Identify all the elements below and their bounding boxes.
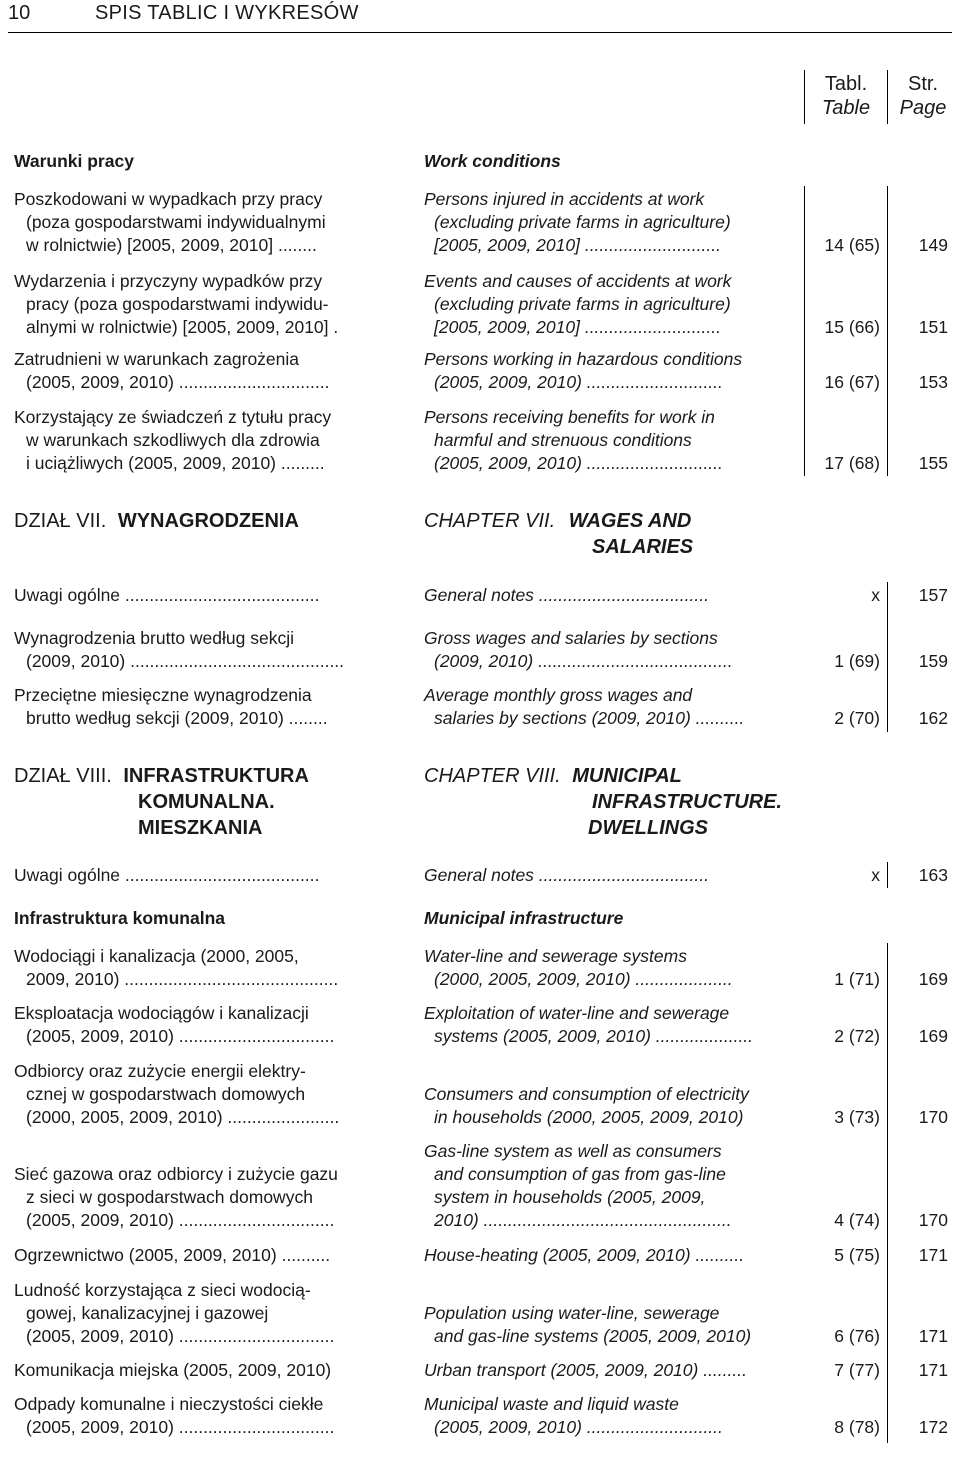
entry-en-line: 2010) ...................................................	[434, 1210, 732, 1230]
chapter-title-en-line3: DWELLINGS	[588, 817, 708, 839]
entry-pl-line: (2005, 2009, 2010) ................................	[26, 1417, 335, 1437]
general-notes-en: General notes ...................................	[424, 585, 709, 605]
page-number: 10	[8, 2, 31, 24]
entry-pl	[14, 945, 338, 991]
chapter-title-en-line2: INFRASTRUCTURE.	[592, 791, 782, 813]
table-number: 3 (73)	[834, 1107, 880, 1127]
table-number: 4 (74)	[834, 1210, 880, 1230]
table-number: 8 (78)	[834, 1417, 880, 1437]
page-ref: 153	[918, 372, 948, 392]
entry-en-line: Gas-line system as well as consumers	[424, 1141, 722, 1161]
general-notes-pl: Uwagi ogólne ........................................	[14, 585, 320, 605]
section-heading-pl: Infrastruktura komunalna	[14, 908, 226, 928]
page-header-title: SPIS TABLIC I WYKRESÓW	[95, 2, 359, 24]
entry-pl-line: Wynagrodzenia brutto według sekcji	[14, 628, 294, 648]
entry-pl	[14, 270, 338, 339]
entry-en-line: Consumers and consumption of electricity	[424, 1084, 749, 1104]
table-number: 1 (69)	[834, 651, 880, 671]
chapter-prefix: CHAPTER VIII.	[424, 765, 561, 787]
entry-pl	[14, 1002, 334, 1048]
entry-en-line: Average monthly gross wages and	[424, 685, 693, 705]
entry-en-line: (2005, 2009, 2010) ............................	[434, 372, 723, 392]
entry-pl	[14, 348, 329, 394]
entry-en-line: and consumption of gas from gas-line	[434, 1164, 726, 1184]
entry-pl-line: w warunkach szkodliwych dla zdrowia	[26, 430, 320, 450]
entry-en	[424, 1083, 749, 1129]
entry-en-line: system in households (2005, 2009,	[434, 1187, 706, 1207]
column-rule	[887, 582, 888, 732]
table-number: x	[871, 585, 880, 605]
entry-en	[424, 270, 731, 339]
chapter-title-pl-line3: MIESZKANIA	[138, 817, 263, 839]
entry-pl-line: i uciążliwych (2005, 2009, 2010) .........	[26, 453, 325, 473]
column-rule	[887, 186, 888, 476]
entry-en-line: in households (2000, 2005, 2009, 2010)	[434, 1107, 744, 1127]
entry-en	[424, 1244, 744, 1267]
entry-pl	[14, 1279, 334, 1348]
page-ref: 171	[918, 1245, 948, 1265]
entry-en-line: Persons injured in accidents at work	[424, 189, 705, 209]
chapter-title: WYNAGRODZENIA	[117, 510, 299, 532]
page-ref: 171	[918, 1360, 948, 1380]
entry-pl	[14, 627, 344, 673]
page-ref: 169	[918, 969, 948, 989]
entry-pl-line: Odpady komunalne i nieczystości ciekłe	[14, 1394, 324, 1414]
page-ref: 155	[918, 453, 948, 473]
entry-en-line: (excluding private farms in agriculture)	[434, 212, 731, 232]
entry-pl	[14, 684, 328, 730]
chapter-prefix: DZIAŁ VIII.	[14, 765, 112, 787]
entry-en	[424, 627, 733, 673]
entry-pl-line: (2009, 2010) ............................................	[26, 651, 345, 671]
chapter-title-en-line2: SALARIES	[592, 536, 694, 558]
entry-pl-line: (2005, 2009, 2010) ...............................	[26, 372, 330, 392]
section-heading-pl: Warunki pracy	[14, 151, 134, 171]
entry-pl-line: Wodociągi i kanalizacja (2000, 2005,	[14, 946, 299, 966]
page-ref: 170	[918, 1210, 948, 1230]
entry-pl-line: Wydarzenia i przyczyny wypadków przy	[14, 271, 323, 291]
table-number: 17 (68)	[824, 453, 880, 473]
entry-pl-line: z sieci w gospodarstwach domowych	[26, 1187, 313, 1207]
entry-en	[424, 945, 733, 991]
table-number: 2 (70)	[834, 708, 880, 728]
entry-en-line: [2005, 2009, 2010] ............................	[434, 317, 721, 337]
chapter-title: MUNICIPAL	[572, 765, 682, 787]
page-ref: 163	[918, 865, 948, 885]
table-number: 14 (65)	[824, 235, 880, 255]
page-ref: 151	[918, 317, 948, 337]
entry-pl-line: Poszkodowani w wypadkach przy pracy	[14, 189, 323, 209]
entry-pl-line: (2005, 2009, 2010) ................................	[26, 1210, 335, 1230]
entry-en-line: House-heating (2005, 2009, 2010) ..........	[424, 1245, 745, 1265]
entry-en-line: Population using water-line, sewerage	[424, 1303, 720, 1323]
entry-pl-line: Ogrzewnictwo (2005, 2009, 2010) ..........	[14, 1245, 331, 1265]
chapter-title: WAGES AND	[568, 510, 692, 532]
entry-en-line: (2009, 2010) ........................................	[434, 651, 733, 671]
column-head-table-pl: Tabl.	[824, 73, 868, 95]
entry-pl	[14, 1163, 338, 1232]
entry-en	[424, 1302, 751, 1348]
page-ref: 171	[918, 1326, 948, 1346]
section-heading-en: Municipal infrastructure	[424, 908, 624, 928]
entry-pl-line: cznej w gospodarstwach domowych	[26, 1084, 306, 1104]
entry-pl-line: Sieć gazowa oraz odbiorcy i zużycie gazu	[14, 1164, 338, 1184]
table-number: 7 (77)	[834, 1360, 880, 1380]
entry-en-line: salaries by sections (2009, 2010) ..........	[434, 708, 745, 728]
chapter-prefix: DZIAŁ VII.	[14, 510, 107, 532]
page-ref: 172	[918, 1417, 948, 1437]
column-rule	[887, 70, 888, 124]
column-head-page	[892, 72, 954, 120]
entry-en	[424, 1002, 753, 1048]
table-number: x	[871, 865, 880, 885]
page-ref: 149	[918, 235, 948, 255]
entry-pl-line: Komunikacja miejska (2005, 2009, 2010)	[14, 1360, 332, 1380]
entry-en-line: (2005, 2009, 2010) ............................	[434, 1417, 723, 1437]
entry-pl-line: alnymi w rolnictwie) [2005, 2009, 2010] .	[26, 317, 339, 337]
column-head-table	[806, 72, 886, 120]
entry-pl-line: Ludność korzystająca z sieci wodocią-	[14, 1280, 311, 1300]
entry-pl-line: w rolnictwie) [2005, 2009, 2010] ........	[26, 235, 317, 255]
page-ref: 170	[918, 1107, 948, 1127]
general-notes-en: General notes ...................................	[424, 865, 709, 885]
entry-en-line: Urban transport (2005, 2009, 2010) .........	[424, 1360, 747, 1380]
entry-en-line: systems (2005, 2009, 2010) ....................	[434, 1026, 754, 1046]
entry-en	[424, 1393, 723, 1439]
entry-en-line: (2005, 2009, 2010) ............................	[434, 453, 723, 473]
entry-en	[424, 684, 744, 730]
entry-pl-line: Zatrudnieni w warunkach zagrożenia	[14, 349, 300, 369]
chapter-title-pl-line2: KOMUNALNA.	[138, 791, 275, 813]
entry-pl-line: gowej, kanalizacyjnej i gazowej	[26, 1303, 269, 1323]
entry-en-line: Persons receiving benefits for work in	[424, 407, 715, 427]
entry-pl-line: pracy (poza gospodarstwami indywidu-	[26, 294, 329, 314]
entry-en-line: Water-line and sewerage systems	[424, 946, 687, 966]
entry-en-line: Municipal waste and liquid waste	[424, 1394, 679, 1414]
entry-pl	[14, 188, 326, 257]
column-head-page-en: Page	[899, 97, 947, 119]
entry-en-line: Gross wages and salaries by sections	[424, 628, 718, 648]
page-ref: 159	[918, 651, 948, 671]
entry-pl	[14, 1359, 331, 1382]
entry-pl-line: Przeciętne miesięczne wynagrodzenia	[14, 685, 312, 705]
section-heading-en: Work conditions	[424, 151, 561, 171]
column-rule	[804, 186, 805, 476]
column-rule	[887, 862, 888, 888]
entry-en-line: Exploitation of water-line and sewerage	[424, 1003, 730, 1023]
entry-en	[424, 188, 731, 257]
entry-en-line: and gas-line systems (2005, 2009, 2010)	[434, 1326, 752, 1346]
entry-en-line: (2000, 2005, 2009, 2010) ....................	[434, 969, 733, 989]
column-rule	[804, 70, 805, 124]
entry-pl-line: (2000, 2005, 2009, 2010) .......................	[26, 1107, 340, 1127]
chapter-heading-pl	[14, 765, 309, 788]
entry-en-line: harmful and strenuous conditions	[434, 430, 692, 450]
entry-pl	[14, 1060, 339, 1129]
page-ref: 169	[918, 1026, 948, 1046]
page-ref: 157	[918, 585, 948, 605]
header-rule	[8, 32, 952, 33]
entry-pl-line: Korzystający ze świadczeń z tytułu pracy	[14, 407, 332, 427]
entry-pl-line: Eksploatacja wodociągów i kanalizacji	[14, 1003, 309, 1023]
entry-pl-line: Odbiorcy oraz zużycie energii elektry-	[14, 1061, 306, 1081]
entry-en-line: (excluding private farms in agriculture)	[434, 294, 731, 314]
entry-pl-line: (poza gospodarstwami indywidualnymi	[26, 212, 326, 232]
chapter-heading-pl	[14, 510, 299, 533]
entry-pl	[14, 406, 331, 475]
chapter-title: INFRASTRUKTURA	[123, 765, 309, 787]
chapter-heading-en	[424, 510, 691, 533]
entry-pl-line: brutto według sekcji (2009, 2010) ........	[26, 708, 328, 728]
entry-pl-line: (2005, 2009, 2010) ................................	[26, 1326, 335, 1346]
table-number: 15 (66)	[824, 317, 880, 337]
entry-en	[424, 1140, 732, 1232]
general-notes-pl: Uwagi ogólne ........................................	[14, 865, 320, 885]
table-number: 16 (67)	[824, 372, 880, 392]
table-number: 5 (75)	[834, 1245, 880, 1265]
entry-en-line: Persons working in hazardous conditions	[424, 349, 743, 369]
table-number: 1 (71)	[834, 969, 880, 989]
entry-pl-line: (2005, 2009, 2010) ................................	[26, 1026, 335, 1046]
entry-en-line: [2005, 2009, 2010] ............................	[434, 235, 721, 255]
entry-en-line: Events and causes of accidents at work	[424, 271, 732, 291]
page-ref: 162	[918, 708, 948, 728]
entry-en	[424, 1359, 747, 1382]
column-rule	[887, 943, 888, 1443]
column-head-page-pl: Str.	[907, 73, 938, 95]
entry-pl	[14, 1393, 334, 1439]
entry-pl	[14, 1244, 330, 1267]
column-head-table-en: Table	[821, 97, 871, 119]
chapter-prefix: CHAPTER VII.	[424, 510, 556, 532]
table-number: 6 (76)	[834, 1326, 880, 1346]
table-number: 2 (72)	[834, 1026, 880, 1046]
entry-en	[424, 406, 723, 475]
entry-en	[424, 348, 742, 394]
entry-pl-line: 2009, 2010) ............................................	[26, 969, 339, 989]
chapter-heading-en	[424, 765, 682, 788]
